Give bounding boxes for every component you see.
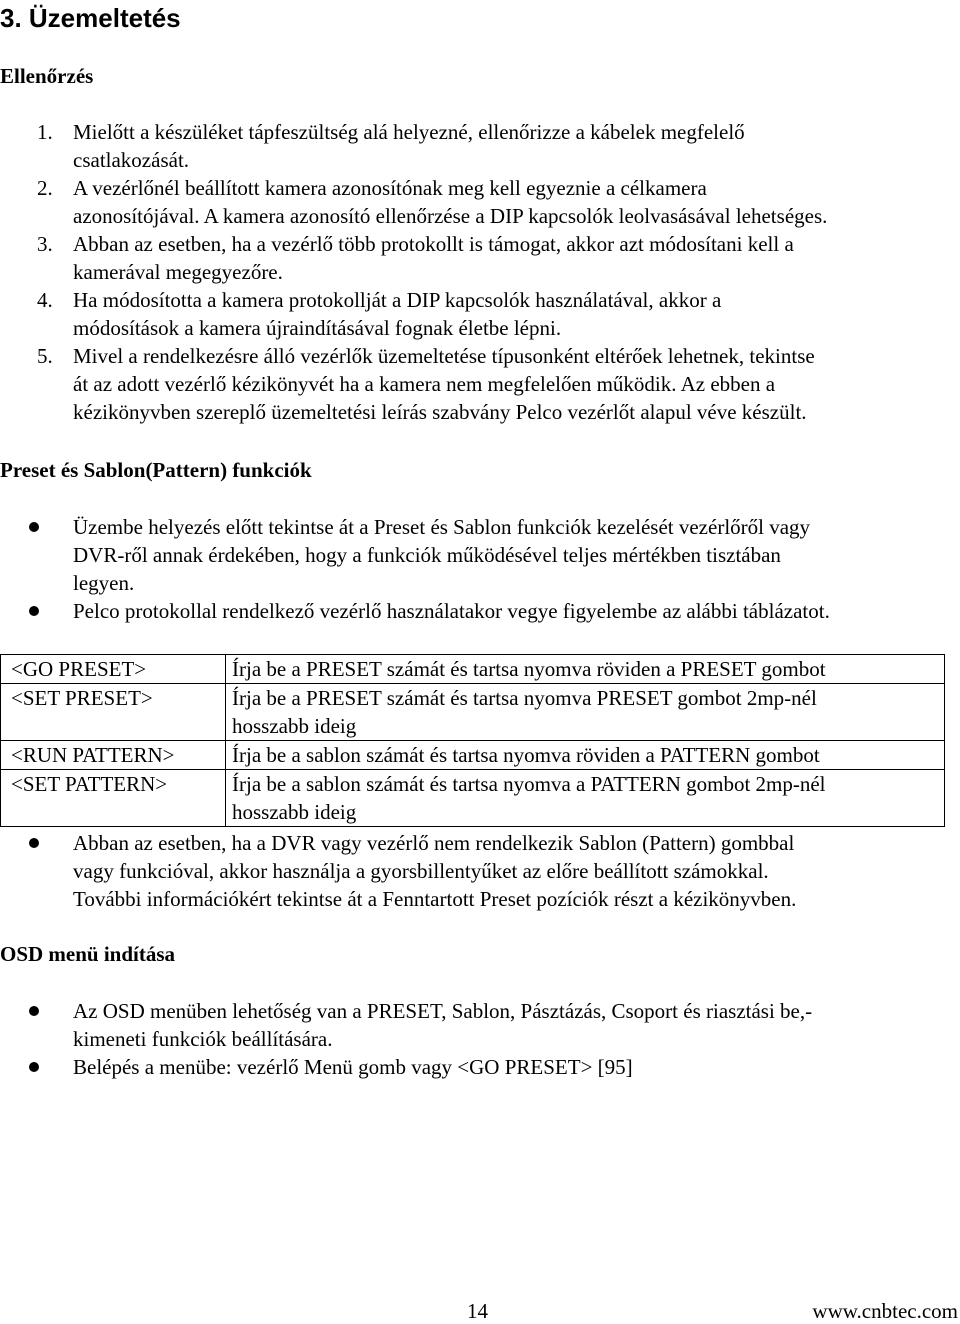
preset-after-bullets xyxy=(0,829,960,913)
bullet-icon xyxy=(29,606,39,616)
command-cell: <SET PATTERN> xyxy=(1,770,226,827)
cell-line: hosszabb ideig xyxy=(232,800,357,824)
list-item xyxy=(0,342,945,426)
check-list xyxy=(0,118,945,426)
item-line: Üzembe helyezés előtt tekintse át a Preset és Sablon funkciók kezelését vezérlőről vagy xyxy=(73,515,811,539)
item-line: Mivel a rendelkezésre álló vezérlők üzemeltetése típusonként eltérőek lehetnek, tekintse xyxy=(73,344,815,368)
item-number: 1. xyxy=(37,120,53,144)
item-line: Az OSD menüben lehetőség van a PRESET, Sablon, Pásztázás, Csoport és riasztási be,- xyxy=(73,999,813,1023)
table-row xyxy=(1,770,945,827)
description-cell xyxy=(226,684,945,741)
list-item xyxy=(0,230,945,286)
bullet-icon xyxy=(29,522,39,532)
item-line: csatlakozását. xyxy=(73,148,190,172)
description-cell xyxy=(226,770,945,827)
list-item xyxy=(0,174,945,230)
list-item xyxy=(0,997,960,1053)
footer-url: www.cnbtec.com xyxy=(812,1299,958,1323)
cell-line: hosszabb ideig xyxy=(232,714,357,738)
check-heading: Ellenőrzés xyxy=(0,64,94,88)
item-line: legyen. xyxy=(73,571,135,595)
item-line: További információkért tekintse át a Fenntartott Preset pozíciók részt a kézikönyvben. xyxy=(73,887,797,911)
item-line: Belépés a menübe: vezérlő Menü gomb vagy <GO PRESET> [95] xyxy=(73,1055,633,1079)
item-line: kamerával megegyezőre. xyxy=(73,260,283,284)
item-line: Abban az esetben, ha a DVR vagy vezérlő nem rendelkezik Sablon (Pattern) gombbal xyxy=(73,831,795,855)
osd-bullets xyxy=(0,997,960,1081)
list-item xyxy=(0,597,960,625)
item-line: kézikönyvben szereplő üzemeltetési leírás szabvány Pelco vezérlőt alapul véve készült. xyxy=(73,400,807,424)
description-cell xyxy=(226,655,945,684)
osd-heading: OSD menü indítása xyxy=(0,942,176,966)
table-row xyxy=(1,655,945,684)
bullet-icon xyxy=(29,1062,39,1072)
item-line: azonosítójával. A kamera azonosító ellenőrzése a DIP kapcsolók leolvasásával lehetséges. xyxy=(73,204,828,228)
item-line: Abban az esetben, ha a vezérlő több protokollt is támogat, akkor azt módosítani kell a xyxy=(73,232,794,256)
preset-heading: Preset és Sablon(Pattern) funkciók xyxy=(0,458,312,482)
item-line: DVR-ről annak érdekében, hogy a funkciók működésével teljes mértékben tisztában xyxy=(73,543,781,567)
page-number: 14 xyxy=(467,1299,488,1323)
description-cell xyxy=(226,741,945,770)
cell-line: Írja be a sablon számát és tartsa nyomva röviden a PATTERN gombot xyxy=(232,743,820,767)
item-line: vagy funkcióval, akkor használja a gyorsbillentyűket az előre beállított számokkal. xyxy=(73,859,769,883)
item-number: 5. xyxy=(37,344,53,368)
item-line: Pelco protokollal rendelkező vezérlő használatakor vegye figyelembe az alábbi táblázatot. xyxy=(73,599,830,623)
cell-line: Írja be a PRESET számát és tartsa nyomva PRESET gombot 2mp-nél xyxy=(232,686,817,710)
preset-bullets xyxy=(0,513,960,625)
preset-command-table xyxy=(0,654,945,827)
item-line: Ha módosította a kamera protokollját a DIP kapcsolók használatával, akkor a xyxy=(73,288,722,312)
list-item xyxy=(0,513,960,597)
bullet-icon xyxy=(29,838,39,848)
item-number: 4. xyxy=(37,288,53,312)
item-number: 3. xyxy=(37,232,53,256)
list-item xyxy=(0,829,960,913)
bullet-icon xyxy=(29,1006,39,1016)
list-item xyxy=(0,118,945,174)
command-cell: <SET PRESET> xyxy=(1,684,226,741)
list-item xyxy=(0,286,945,342)
item-line: módosítások a kamera újraindításával fognak életbe lépni. xyxy=(73,316,562,340)
table-row xyxy=(1,741,945,770)
command-cell: <RUN PATTERN> xyxy=(1,741,226,770)
section-title: 3. Üzemeltetés xyxy=(0,3,181,33)
cell-line: Írja be a PRESET számát és tartsa nyomva röviden a PRESET gombot xyxy=(232,657,826,681)
item-line: át az adott vezérlő kézikönyvét ha a kamera nem megfelelően működik. Az ebben a xyxy=(73,372,776,396)
cell-line: Írja be a sablon számát és tartsa nyomva a PATTERN gombot 2mp-nél xyxy=(232,772,826,796)
list-item xyxy=(0,1053,960,1081)
table-row xyxy=(1,684,945,741)
item-line: Mielőtt a készüléket tápfeszültség alá helyezné, ellenőrizze a kábelek megfelelő xyxy=(73,120,745,144)
command-cell: <GO PRESET> xyxy=(1,655,226,684)
item-line: kimeneti funkciók beállítására. xyxy=(73,1027,333,1051)
item-line: A vezérlőnél beállított kamera azonosítónak meg kell egyeznie a célkamera xyxy=(73,176,707,200)
item-number: 2. xyxy=(37,176,53,200)
